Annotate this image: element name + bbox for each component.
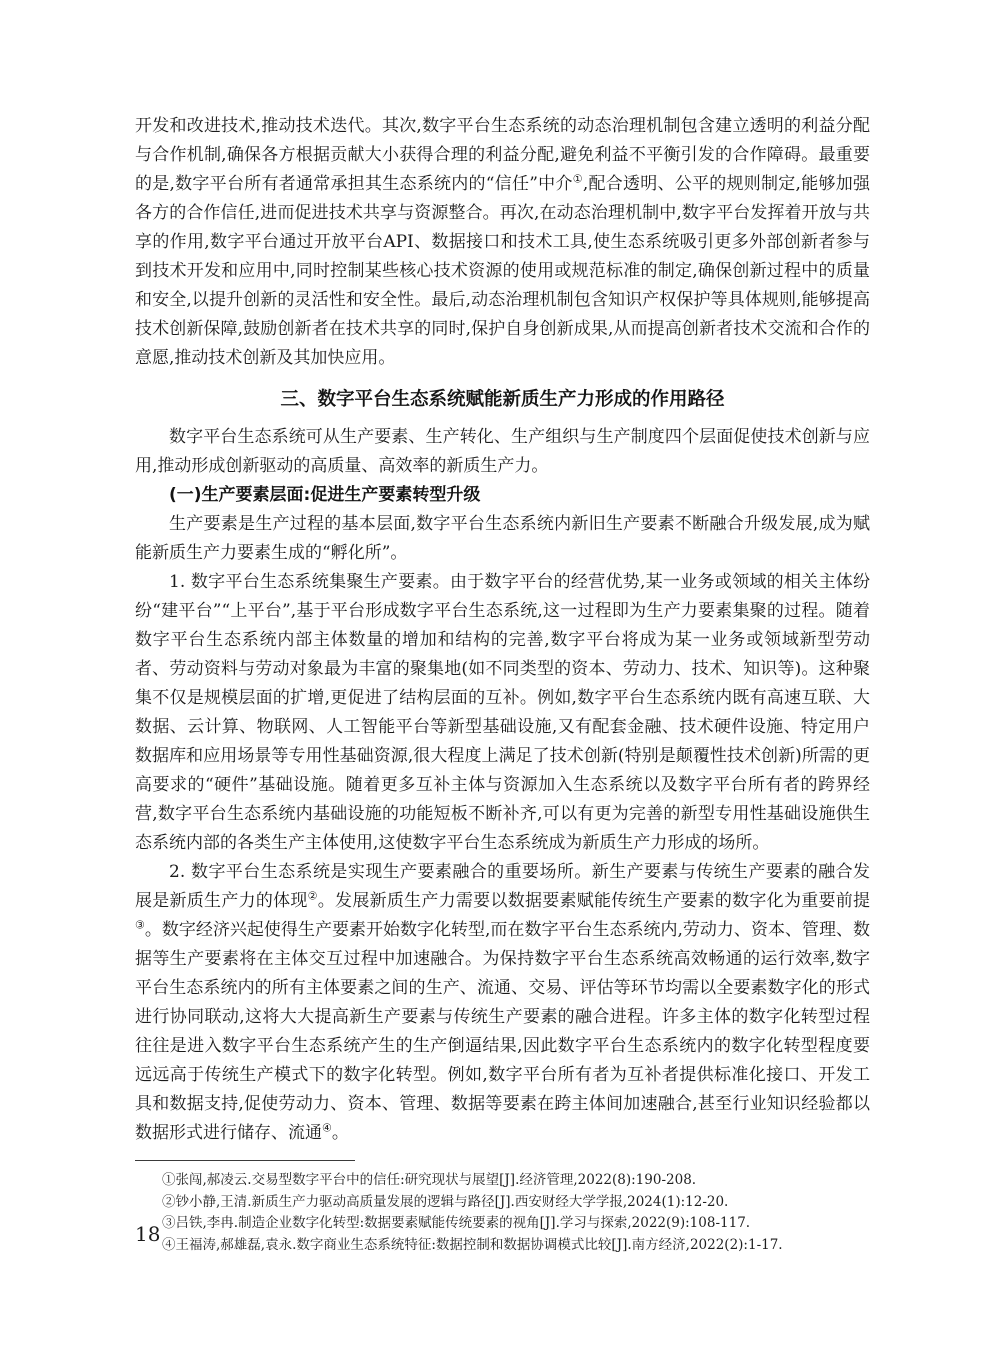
page-number: 18 (135, 1222, 161, 1246)
paragraph-section-intro: 数字平台生态系统可从生产要素、生产转化、生产组织与生产制度四个层面促使技术创新与应用,推动形成创新驱动的高质量、高效率的新质生产力。 (135, 427, 870, 476)
footnote-divider (135, 1160, 355, 1161)
footnote-ref-icon: ① (572, 172, 583, 186)
footnote-ref-icon: ④ (322, 1121, 332, 1135)
paragraph-continuation: 开发和改进技术,推动技术迭代。其次,数字平台生态系统的动态治理机制包含建立透明的利益分配与合作机制,确保各方根据贡献大小获得合理的利益分配,避免利益不平衡引发的合作障碍。最重要的是,数字平台所有者通常承担其生态系统内的“信任”中介①,配合透明、公平的规则制定,能够加强各方的合作信任,进而促进技术共享与资源整合。再次,在动态治理机制中,数字平台发挥着开放与共享的作用,数字平台通过开放平台API、数据接口和技术工具,使生态系统吸引更多外部创新者参与到技术开发和应用中,同时控制某些核心技术资源的使用或规范标准的制定,确保创新过程中的质量和安全,以提升创新的灵活性和安全性。最后,动态治理机制包含知识产权保护等具体规则,能够提高技术创新保障,鼓励创新者在技术共享的同时,保护自身创新成果,从而提高创新者技术交流和合作的意愿,推动技术创新及其加快应用。 (135, 116, 870, 368)
footnote-ref-icon: ③ (135, 918, 145, 932)
paragraph-point-2: 2. 数字平台生态系统是实现生产要素融合的重要场所。新生产要素与传统生产要素的融合发展是新质生产力的体现②。发展新质生产力需要以数据要素赋能传统生产要素的数字化为重要前提③。数字经济兴起使得生产要素开始数字化转型,而在数字平台生态系统内,劳动力、资本、管理、数据等生产要素将在主体交互过程中加速融合。为保持数字平台生态系统高效畅通的运行效率,数字平台生态系统内的所有主体要素之间的生产、流通、交易、评估等环节均需以全要素数字化的形式进行协同联动,这将大大提高新生产要素与传统生产要素的融合进程。许多主体的数字化转型过程往往是进入数字平台生态系统产生的生产倒逼结果,因此数字平台生态系统内的数字化转型程度要远远高于传统生产模式下的数字化转型。例如,数字平台所有者为互补者提供标准化接口、开发工具和数据支持,促使劳动力、资本、管理、数据等要素在跨主体间加速融合,甚至行业知识经验都以数据形式进行储存、流通④。 (135, 862, 871, 1143)
footnote-1: ①张闯,郝凌云.交易型数字平台中的信任:研究现状与展望[J].经济管理,2022(8):190-208. (162, 1172, 697, 1188)
subsection-heading: (一)生产要素层面:促进生产要素转型升级 (169, 485, 481, 505)
footnote-ref-icon: ② (307, 889, 318, 903)
footnote-2: ②钞小静,王清.新质生产力驱动高质量发展的逻辑与路径[J].西安财经大学学报,2024(1):12-20. (162, 1193, 729, 1210)
footnote-3: ③吕铁,李冉.制造企业数字化转型:数据要素赋能传统要素的视角[J].学习与探索,2022(9):108-117. (162, 1215, 751, 1231)
footnote-block (135, 1170, 870, 1256)
paragraph-point-1: 1. 数字平台生态系统集聚生产要素。由于数字平台的经营优势,某一业务或领域的相关主体纷纷“建平台”“上平台”,基于平台形成数字平台生态系统,这一过程即为生产力要素集聚的过程。随着数字平台生态系统内部主体数量的增加和结构的完善,数字平台将成为某一业务或领域新型劳动者、劳动资料与劳动对象最为丰富的聚集地(如不同类型的资本、劳动力、技术、知识等)。这种聚集不仅是规模层面的扩增,更促进了结构层面的互补。例如,数字平台生态系统内既有高速互联、大数据、云计算、物联网、人工智能平台等新型基础设施,又有配套金融、技术硬件设施、特定用户数据库和应用场景等专用性基础资源,很大程度上满足了技术创新(特别是颠覆性技术创新)所需的更高要求的“硬件”基础设施。随着更多互补主体与资源加入生态系统以及数字平台所有者的跨界经营,数字平台生态系统内基础设施的功能短板不断补齐,可以有更为完善的新型专用性基础设施供生态系统内部的各类生产主体使用,这使数字平台生态系统成为新质生产力形成的场所。 (135, 572, 870, 853)
section-heading: 三、数字平台生态系统赋能新质生产力形成的作用路径 (280, 389, 725, 410)
paragraph-incubator: 生产要素是生产过程的基本层面,数字平台生态系统内新旧生产要素不断融合升级发展,成为赋能新质生产力要素生成的“孵化所”。 (135, 514, 870, 563)
footnote-4: ④王福涛,郝雄磊,袁永.数字商业生态系统特征:数据控制和数据协调模式比较[J].南方经济,2022(2):1-17. (162, 1236, 783, 1253)
